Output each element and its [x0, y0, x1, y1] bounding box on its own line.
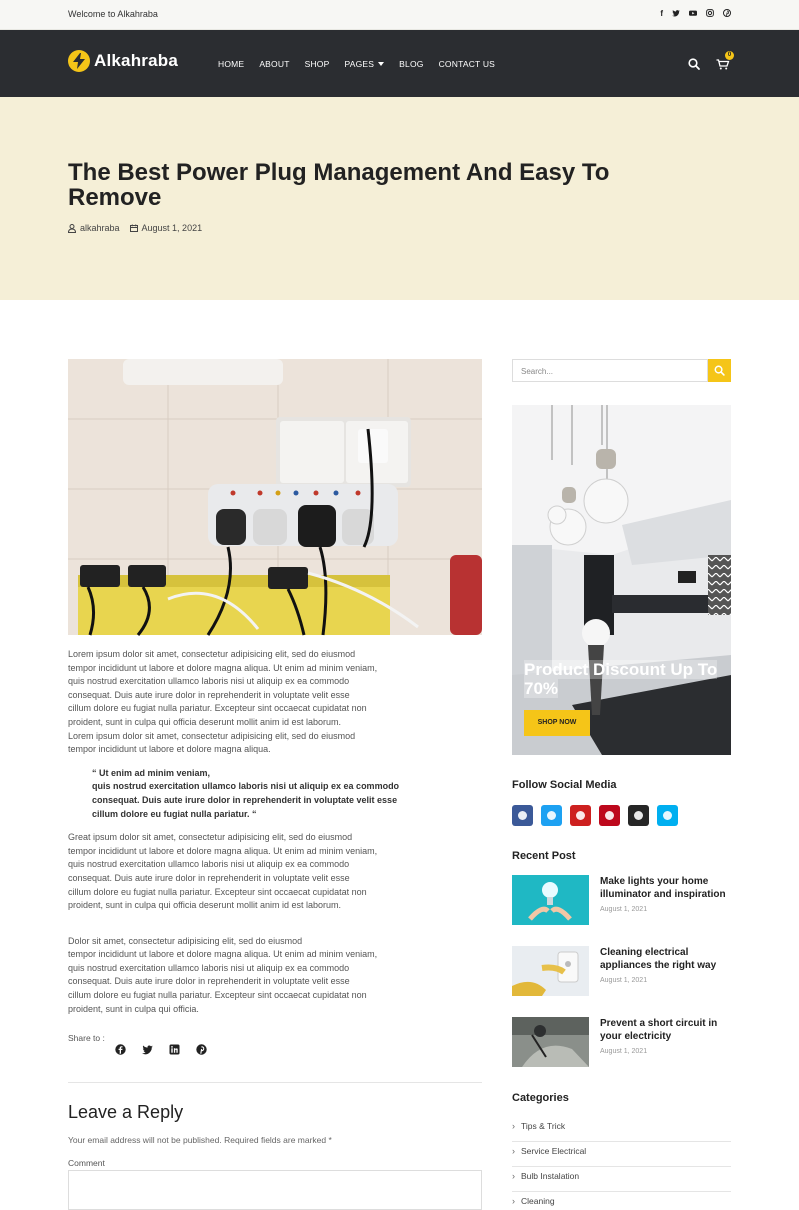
- reply-note: Your email address will not be published. Required fields are marked *: [68, 1135, 332, 1145]
- facebook-icon[interactable]: [115, 1042, 126, 1053]
- promo-title-text: Product Discount Up To 70%: [524, 660, 718, 698]
- search-input[interactable]: Search...: [512, 359, 708, 382]
- instagram-icon[interactable]: [628, 805, 649, 826]
- pinterest-icon[interactable]: [196, 1042, 207, 1053]
- category-label: Cleaning: [521, 1196, 555, 1206]
- youtube-icon[interactable]: [570, 805, 591, 826]
- article-paragraph: Great ipsum dolor sit amet, consectetur adipisicing elit, sed do eiusmod tempor incididunt ut labore et dolore magna aliqua. Ut enim ad minim veniam, quis nostrud exercitation ullamco laboris nisi ut aliquip ex ea commodo consequat. Duis aute irure dolor in reprehenderit in voluptate velit esse cillum dolore eu fugiat nulla pariatur. Excepteur sint occaecat cupidatat non proident, sunt in culpa qui officia deserunt mollit anim id est laborum.: [68, 832, 378, 911]
- post-date: [130, 223, 203, 233]
- nav-home[interactable]: HOME: [218, 59, 245, 69]
- categories-heading: Categories: [512, 1092, 569, 1104]
- post-title: The Best Power Plug Management And Easy To Remove: [68, 159, 610, 211]
- chevron-right-icon: ›: [512, 1171, 515, 1181]
- article-body: [68, 648, 482, 1016]
- chevron-right-icon: ›: [512, 1146, 515, 1156]
- post-date: August 1, 2021: [600, 1048, 648, 1055]
- brand-name: Alkahraba: [94, 51, 179, 70]
- cart-button[interactable]: [716, 52, 732, 75]
- post-thumbnail[interactable]: [512, 946, 589, 996]
- category-item[interactable]: [512, 1117, 731, 1142]
- post-title[interactable]: Prevent a short circuit in your electricity: [600, 1018, 718, 1042]
- calendar-icon: [130, 224, 138, 232]
- facebook-icon[interactable]: [512, 805, 533, 826]
- post-thumbnail[interactable]: [512, 1017, 589, 1067]
- cart-count-badge: 0: [725, 51, 734, 60]
- promo-banner: [512, 405, 731, 755]
- post-title[interactable]: Cleaning electrical appliances the right way: [600, 947, 717, 971]
- nav-contact[interactable]: CONTACT US: [438, 59, 496, 69]
- post-date: August 1, 2021: [600, 906, 648, 913]
- author-name: alkahraba: [80, 223, 120, 233]
- article-paragraph: Dolor sit amet, consectetur adipisicing elit, sed do eiusmod tempor incididunt ut labore et dolore magna aliqua. Ut enim ad minim veniam, quis nostrud exercitation ullamco laboris nisi ut aliquip ex ea commodo consequat. Duis aute irure dolor in reprehenderit in voluptate velit esse cillum dolore eu fugiat nulla pariatur. Excepteur sint occaecat cupidatat non proident, sunt in culpa qui officia.: [68, 935, 378, 1014]
- lightning-bolt-icon: [68, 50, 90, 72]
- category-item[interactable]: [512, 1192, 731, 1206]
- search-icon: [714, 365, 725, 376]
- main-menu: [218, 59, 510, 69]
- article-paragraph: Lorem ipsum dolor sit amet, consectetur adipisicing elit, sed do eiusmod tempor incididunt ut labore et dolore magna aliqua. Ut enim ad minim veniam, quis nostrud exercitation ullamco laboris nisi ut aliquip ex ea commodo consequat. Duis aute irure dolor in reprehenderit in voluptate velit esse cillum dolore eu fugiat nulla pariatur. Excepteur sint occaecat cupidatat non proident, sunt in culpa qui officia deserunt mollit anim id est laborum. Lorem ipsum dolor sit amet, consectetur adipisicing elit, sed do eiusmod tempor incididunt ut labore et dolore magna aliqua.: [68, 649, 378, 755]
- sidebar-search: [512, 359, 731, 382]
- nav-pages[interactable]: [344, 59, 384, 69]
- search-button[interactable]: [708, 359, 731, 382]
- recent-post-item[interactable]: [512, 875, 731, 925]
- category-item[interactable]: [512, 1167, 731, 1192]
- recent-post-item[interactable]: [512, 1017, 731, 1067]
- category-label: Bulb Instalation: [521, 1171, 580, 1181]
- post-date: August 1, 2021: [600, 977, 648, 984]
- recent-post-heading: Recent Post: [512, 850, 576, 862]
- skype-glyph: [663, 811, 672, 820]
- top-social-links: [660, 9, 731, 20]
- twitter-icon[interactable]: [541, 805, 562, 826]
- nav-pages-label: PAGES: [344, 59, 375, 69]
- nav-about[interactable]: ABOUT: [259, 59, 290, 69]
- comment-label: Comment: [68, 1158, 105, 1168]
- chevron-right-icon: ›: [512, 1196, 515, 1206]
- search-icon[interactable]: [688, 57, 700, 75]
- post-title[interactable]: Make lights your home illuminator and inspiration: [600, 876, 726, 900]
- reply-heading: Leave a Reply: [68, 1102, 184, 1122]
- reply-section: [68, 1102, 482, 1210]
- category-label: Tips & Trick: [521, 1121, 566, 1131]
- comment-textarea[interactable]: [68, 1170, 482, 1210]
- share-section: [68, 1033, 482, 1043]
- twitter-icon[interactable]: [672, 9, 680, 20]
- youtube-icon[interactable]: [689, 9, 697, 20]
- site-logo[interactable]: [68, 50, 178, 72]
- category-label: Service Electrical: [521, 1146, 587, 1156]
- nav-actions: [688, 52, 732, 75]
- post-meta: [68, 223, 202, 233]
- chevron-right-icon: ›: [512, 1121, 515, 1131]
- share-icons: [115, 1042, 207, 1053]
- date-text: August 1, 2021: [141, 223, 203, 233]
- shop-now-button[interactable]: SHOP NOW: [524, 710, 590, 736]
- post-thumbnail[interactable]: [512, 875, 589, 925]
- section-divider: [68, 1082, 482, 1083]
- skype-icon[interactable]: [657, 805, 678, 826]
- instagram-glyph: [634, 811, 643, 820]
- pinterest-icon[interactable]: [599, 805, 620, 826]
- welcome-text: Welcome to Alkahraba: [68, 9, 158, 19]
- facebook-icon[interactable]: f: [660, 9, 663, 18]
- instagram-icon[interactable]: [706, 9, 714, 20]
- article-blockquote: “ Ut enim ad minim veniam, quis nostrud exercitation ullamco laboris nisi ut aliquip ex ea commodo consequat. Duis aute irure dolor in reprehenderit in voluptate velit esse cillum dolore eu fugiat nulla pariatur. “: [92, 767, 400, 819]
- promo-title: [524, 660, 724, 698]
- pinterest-glyph: [605, 811, 614, 820]
- post-hero: [0, 97, 799, 300]
- nav-shop[interactable]: SHOP: [304, 59, 330, 69]
- follow-heading: Follow Social Media: [512, 779, 617, 791]
- twitter-glyph: [547, 811, 556, 820]
- user-icon: [68, 224, 76, 233]
- follow-social-icons: [512, 805, 678, 826]
- pinterest-icon[interactable]: [723, 9, 731, 20]
- chevron-down-icon: [378, 62, 384, 66]
- featured-image: [68, 359, 482, 635]
- linkedin-icon[interactable]: [169, 1042, 180, 1053]
- share-label: Share to :: [68, 1033, 105, 1043]
- category-item[interactable]: [512, 1142, 731, 1167]
- main-navbar: [0, 30, 799, 97]
- post-author[interactable]: [68, 223, 120, 233]
- facebook-glyph: [518, 811, 527, 820]
- recent-post-item[interactable]: [512, 946, 731, 996]
- youtube-glyph: [576, 811, 585, 820]
- nav-blog[interactable]: BLOG: [399, 59, 424, 69]
- cart-icon: [716, 59, 729, 70]
- promo-background-image: [512, 405, 731, 755]
- twitter-icon[interactable]: [142, 1042, 153, 1053]
- top-bar: [0, 0, 799, 30]
